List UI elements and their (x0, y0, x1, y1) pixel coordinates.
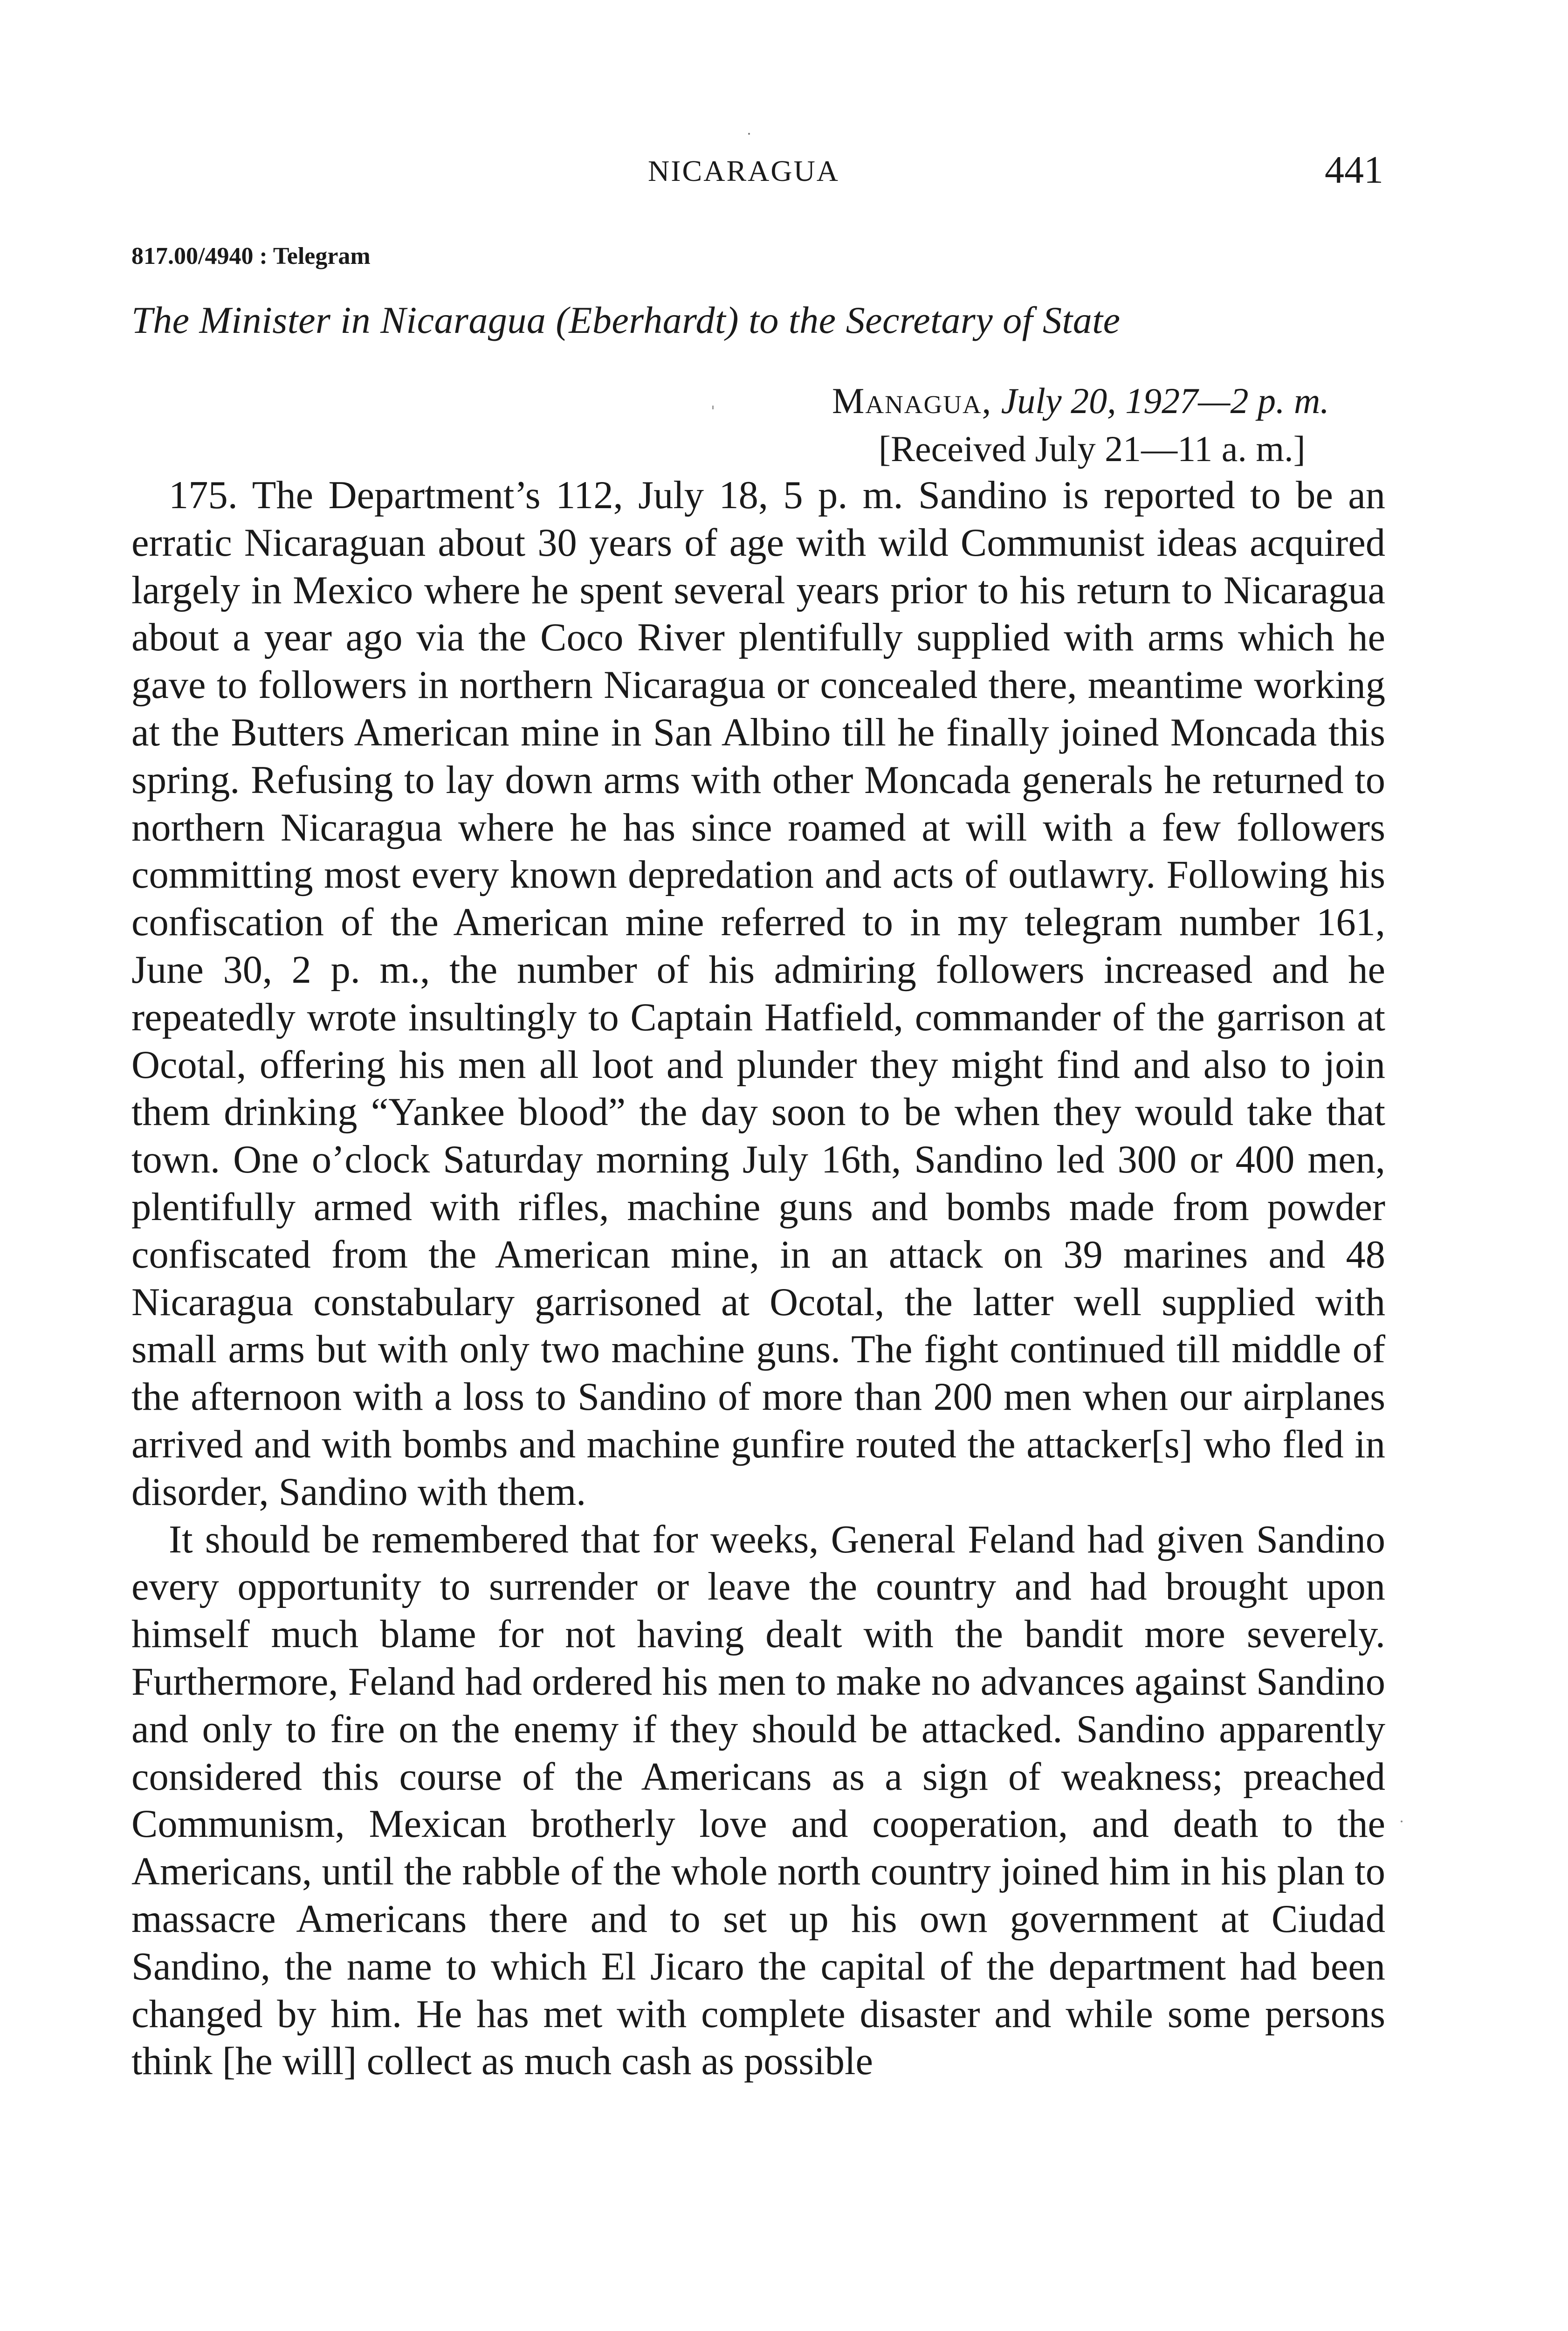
page-number: 441 (1325, 148, 1383, 192)
dateline (832, 380, 1329, 422)
received-note: [Received July 21—11 a. m.] (879, 428, 1306, 469)
dateline-date: July 20, 1927—2 p. m. (1001, 380, 1329, 421)
running-head: NICARAGUA (648, 154, 839, 187)
scan-speck (748, 133, 750, 135)
scan-speck (712, 406, 714, 409)
paragraph-2: It should be remembered that for weeks, General Feland had given Sandino every opportunity to surrender or leave the country and had brought upon himself much blame for not having dealt with the bandit more severely. Furthermore, Feland had ordered his men to make no advances against Sandino and only to fire on the enemy if they should be attacked. Sandino apparently considered this course of the Americans as a sign of weakness; preached Communism, Mexican brotherly love and cooperation, and death to the Americans, until the rabble of the whole north country joined him in his plan to massacre Americans there and to set up his own government at Ciudad Sandino, the name to which El Jicaro the capital of the department had been changed by him. He has met with complete disaster and while some persons think [he will] collect as much cash as possible (131, 1517, 1385, 2083)
dateline-place: Managua, (832, 380, 992, 421)
telegram-body (131, 472, 1385, 2085)
scan-speck (1401, 1821, 1403, 1822)
file-reference: 817.00/4940 : Telegram (131, 243, 371, 269)
document-title: The Minister in Nicaragua (Eberhardt) to the Secretary of State (131, 299, 1121, 341)
paragraph-1: 175. The Department’s 112, July 18, 5 p. m. Sandino is reported to be an erratic Nicaraguan about 30 years of age with wild Communist ideas acquired largely in Mexico where he spent several years prior to his return to Nicaragua about a year ago via the Coco River plentifully supplied with arms which he gave to followers in northern Nicaragua or concealed there, meantime working at the Butters American mine in San Albino till he finally joined Moncada this spring. Refusing to lay down arms with other Moncada generals he returned to northern Nicaragua where he has since roamed at will with a few followers committing most every known depredation and acts of outlawry. Following his confiscation of the American mine referred to in my telegram number 161, June 30, 2 p. m., the number of his admiring followers increased and he repeatedly wrote insultingly to Captain Hatfield, commander of the garrison at Ocotal, offering his men all loot and plunder they might find and also to join them drinking “Yankee blood” the day soon to be when they would take that town. One o’clock Saturday morning July 16th, Sandino led 300 or 400 men, plentifully armed with rifles, machine guns and bombs made from powder confiscated from the American mine, in an attack on 39 marines and 48 Nicaragua constabulary garrisoned at Ocotal, the latter well supplied with small arms but with only two machine guns. The fight continued till middle of the afternoon with a loss to Sandino of more than 200 men when our airplanes arrived and with bombs and machine gunfire routed the attacker[s] who fled in disorder, Sandino with them. (131, 474, 1385, 1514)
